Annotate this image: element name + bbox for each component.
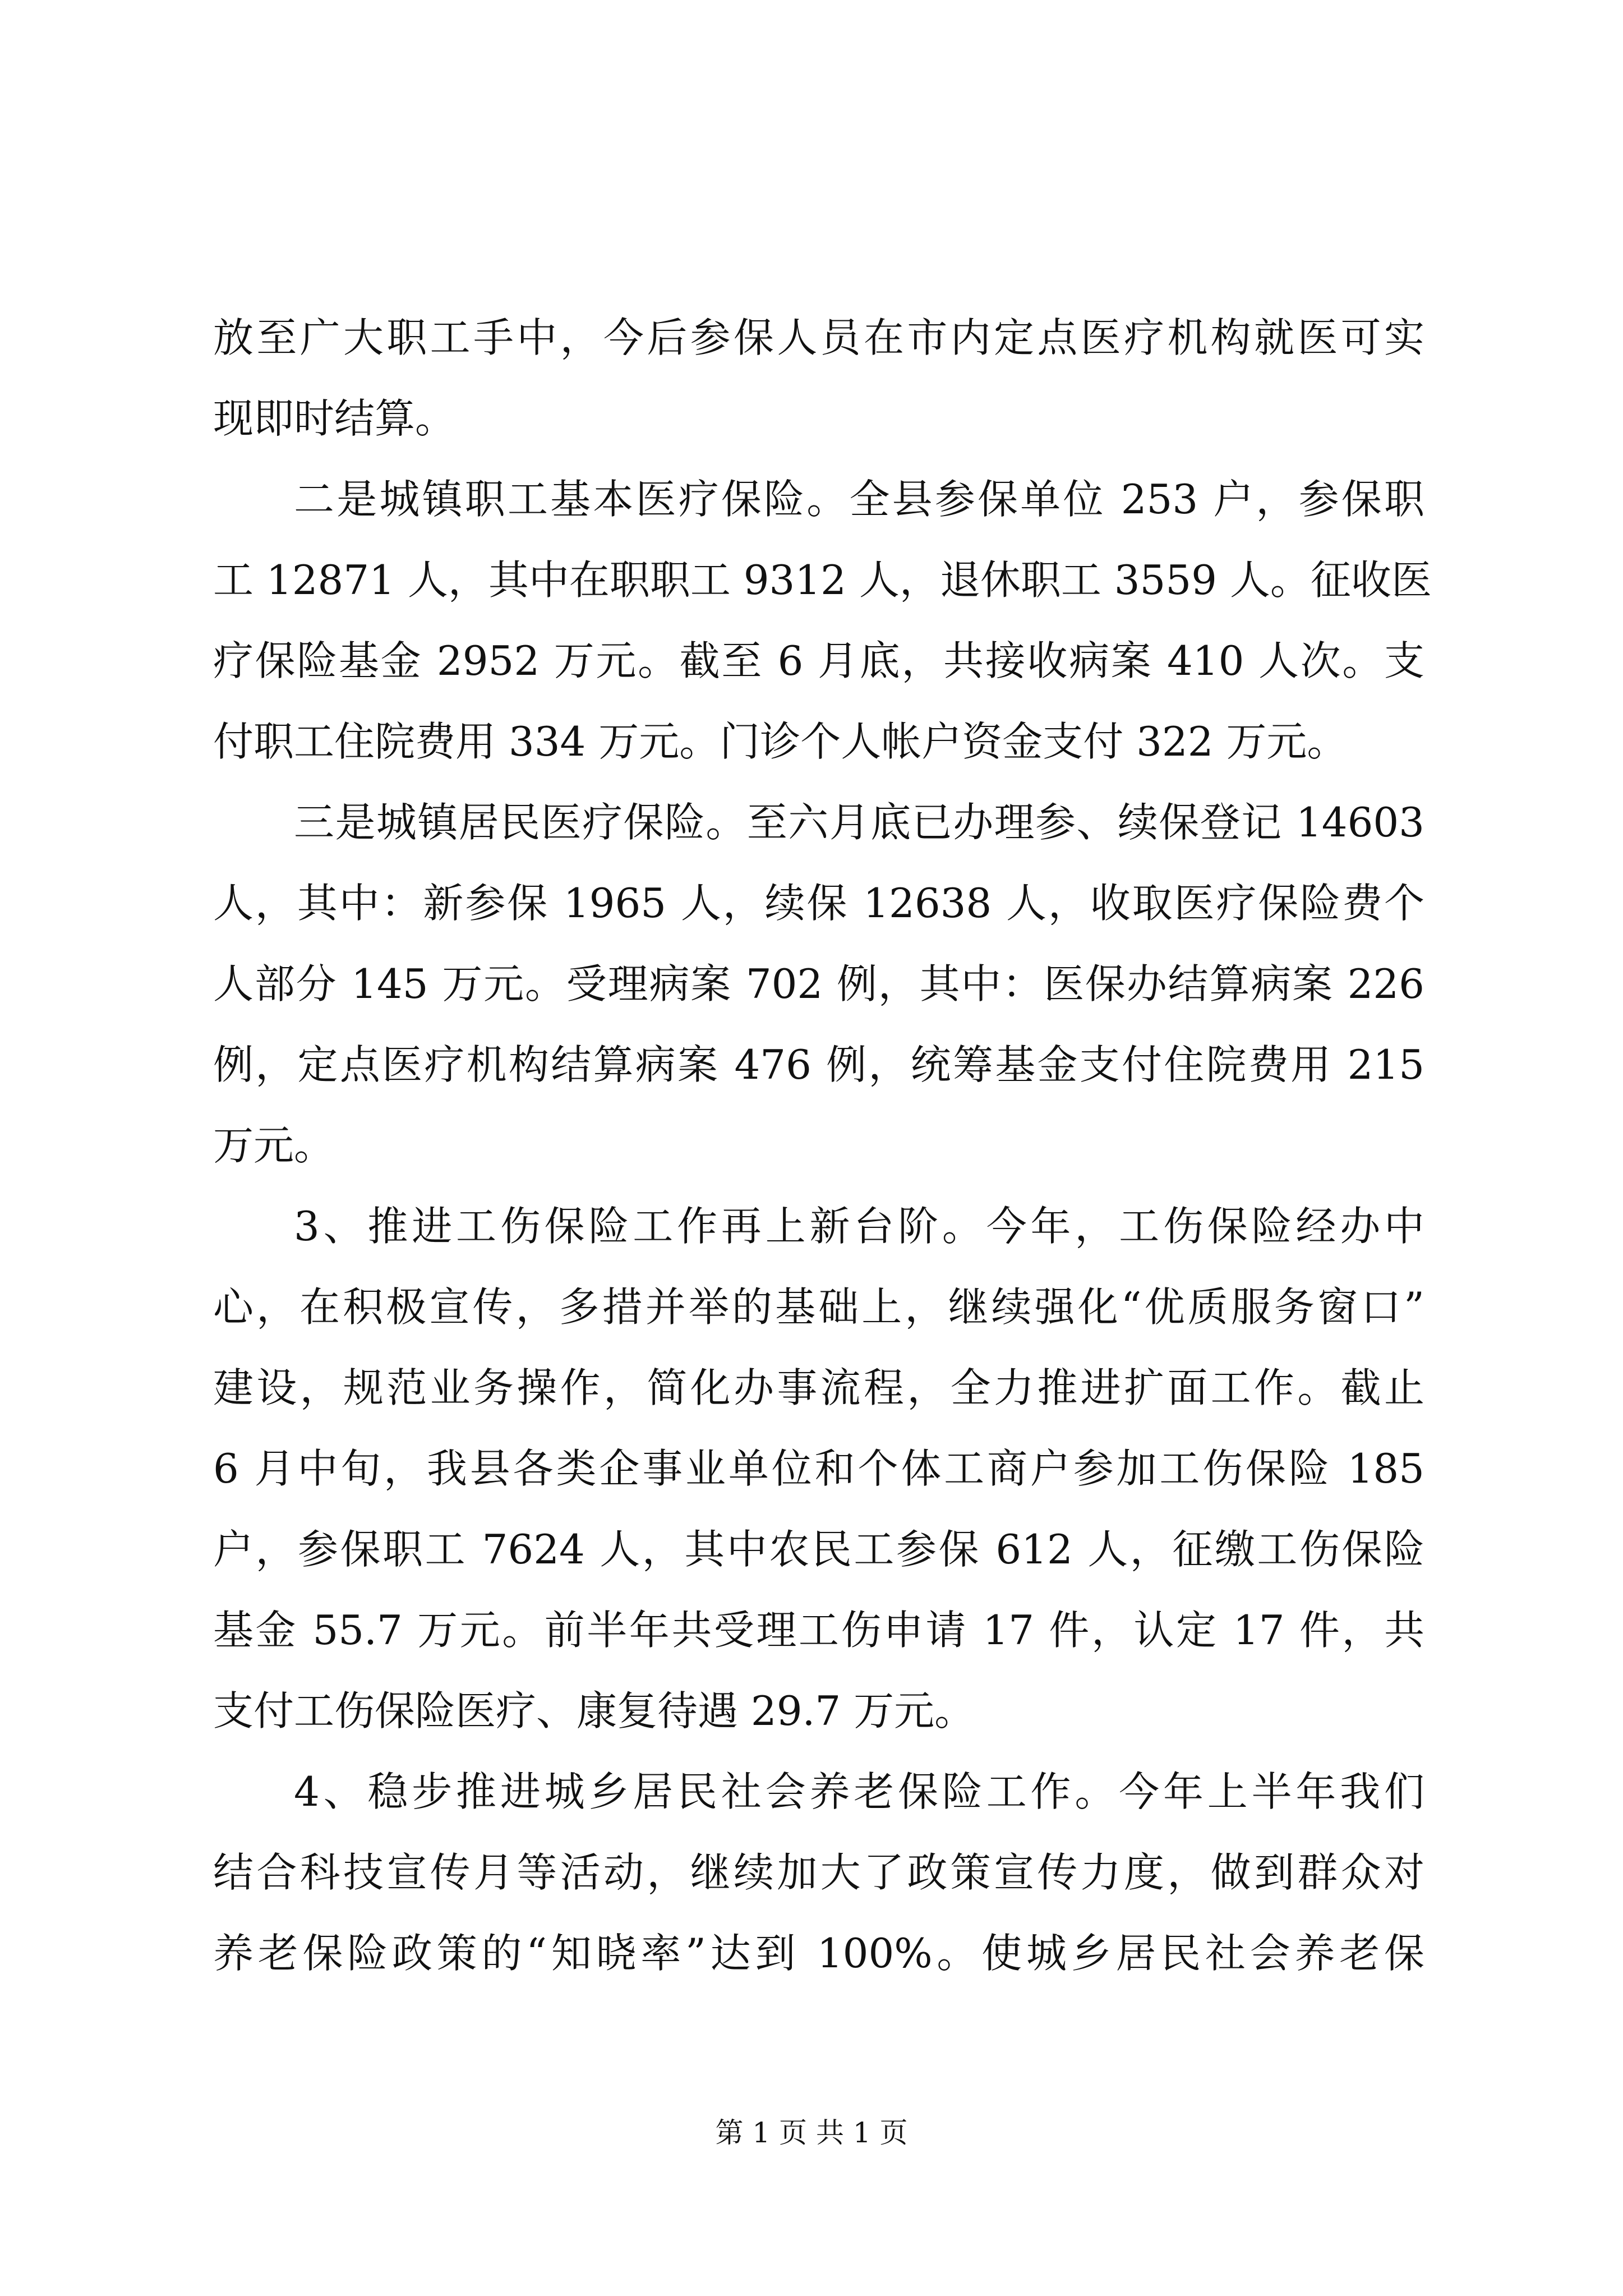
text-line: 疗保险基金 2952 万元。截至 6 月底，共接收病案 410 人次。支 — [213, 637, 1424, 684]
page-number-footer: 第 1 页 共 1 页 — [715, 2116, 908, 2149]
text-line: 基金 55.7 万元。前半年共受理工伤申请 17 件，认定 17 件，共 — [213, 1607, 1424, 1654]
text-line: 人，其中：新参保 1965 人，续保 12638 人，收取医疗保险费个 — [213, 880, 1424, 927]
text-line: 三是城镇居民医疗保险。至六月底已办理参、续保登记 14603 — [294, 799, 1424, 846]
text-line: 万元。 — [213, 1122, 335, 1169]
text-line: 例，定点医疗机构结算病案 476 例，统筹基金支付住院费用 215 — [213, 1041, 1424, 1088]
text-line: 6 月中旬，我县各类企事业单位和个体工商户参加工伤保险 185 — [213, 1445, 1424, 1492]
text-line: 现即时结算。 — [213, 395, 456, 442]
text-line: 养老保险政策的“知晓率”达到 100%。使城乡居民社会养老保 — [213, 1930, 1424, 1977]
text-line: 支付工伤保险医疗、康复待遇 29.7 万元。 — [213, 1687, 975, 1734]
text-line: 4、稳步推进城乡居民社会养老保险工作。今年上半年我们 — [294, 1768, 1424, 1815]
text-line: 结合科技宣传月等活动，继续加大了政策宣传力度，做到群众对 — [213, 1849, 1424, 1896]
text-line: 户，参保职工 7624 人，其中农民工参保 612 人，征缴工伤保险 — [213, 1526, 1424, 1573]
text-line: 人部分 145 万元。受理病案 702 例，其中：医保办结算病案 226 — [213, 960, 1424, 1007]
text-line: 付职工住院费用 334 万元。门诊个人帐户资金支付 322 万元。 — [213, 718, 1348, 765]
document-body — [213, 297, 1432, 1994]
text-line: 二是城镇职工基本医疗保险。全县参保单位 253 户，参保职 — [294, 476, 1424, 523]
text-line: 建设，规范业务操作，简化办事流程，全力推进扩面工作。截止 — [213, 1364, 1424, 1411]
text-line: 工 12871 人，其中在职职工 9312 人，退休职工 3559 人。征收医 — [213, 556, 1432, 604]
text-line: 心，在积极宣传，多措并举的基础上，继续强化“优质服务窗口” — [213, 1283, 1424, 1331]
text-line: 放至广大职工手中，今后参保人员在市内定点医疗机构就医可实 — [213, 314, 1424, 361]
text-line: 3、推进工伤保险工作再上新台阶。今年，工伤保险经办中 — [294, 1203, 1424, 1250]
